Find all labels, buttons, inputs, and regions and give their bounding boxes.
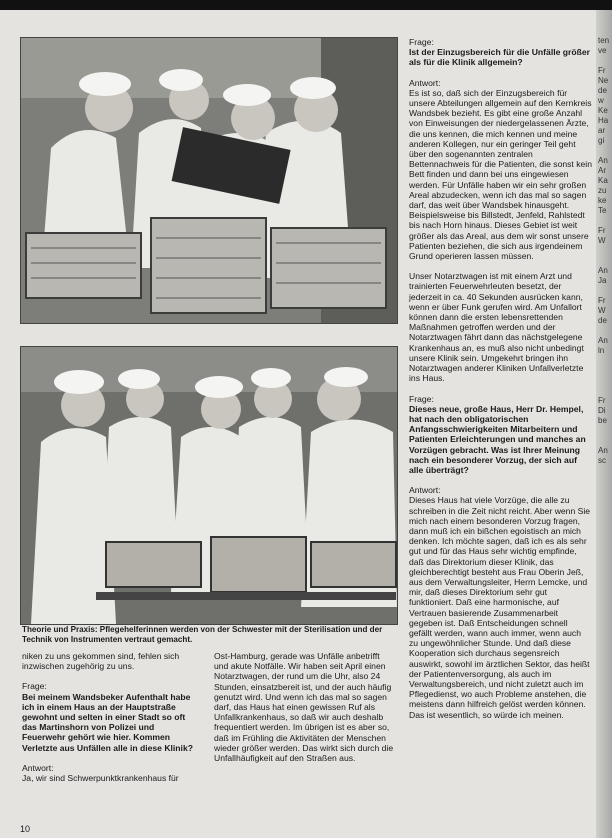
margin-fragment: Ka <box>598 176 608 185</box>
margin-fragment: An <box>598 336 608 345</box>
margin-fragment: Te <box>598 206 607 215</box>
answer-text: Es ist so, daß sich der Einzugsbereich für unsere Abteilungen allgemein auf den Kernkreis Wandsbek bezieht. Es gibt eine große Anzahl von Einweisungen der niedergelassenen Ärzte, die uns kennen, die mich kennen und meine anderen Kollegen, nur ein geringer Teil geht über den sogenannten zentralen Bettennachweis für die Patienten, die sonst kein Bett finden und dann bei uns eingewiesen werden. Für Unfälle haben wir ein sehr großen Areal abzudecken, wenn ich das mal so sagen darf, das weit über Wandsbek hinausgeht. Beispielsweise bis Billstedt, Jenfeld, Rahlstedt bis nach Horn hinaus. Dieses Gebiet ist weit größer als das Areal, aus dem wir sonst unsere Patienten beziehen, die sich aus irgendeinem Grund operieren lassen müssen. <box>409 87 592 262</box>
margin-fragment: An <box>598 156 608 165</box>
next-page-margin-fragments <box>598 36 612 466</box>
margin-fragment: An <box>598 266 608 275</box>
answer-label: Antwort: <box>409 485 441 496</box>
margin-fragment: Ja <box>598 276 607 285</box>
margin-fragment: gi <box>598 136 605 145</box>
margin-fragment: de <box>598 316 607 325</box>
margin-fragment: ln <box>598 346 605 355</box>
margin-fragment <box>598 216 612 226</box>
question-text: Bei meinem Wandsbeker Aufenthalt habe ich in einem Haus an der Hauptstraße gewohnt und selten in einer Stadt so oft das Martinshorn von Polizei und Feuerwehr gehört wie hier. Kommen Verletzte aus Unfällen alle in diese Klinik? <box>22 691 193 753</box>
margin-fragment <box>598 286 612 296</box>
photo-nurses-top-image <box>21 38 397 323</box>
margin-fragment: w <box>598 96 604 105</box>
column-middle <box>214 651 394 763</box>
margin-fragment <box>598 376 612 386</box>
margin-fragment: Ar <box>598 166 606 175</box>
question-label: Frage: <box>409 393 434 404</box>
margin-fragment <box>598 56 612 66</box>
photo-nurses-top <box>20 37 398 324</box>
question-label: Frage: <box>22 681 47 692</box>
margin-fragment: Ke <box>598 106 608 115</box>
margin-fragment <box>598 386 612 396</box>
margin-fragment <box>598 426 612 436</box>
margin-fragment: Fr <box>598 396 606 405</box>
photo-nurses-bottom <box>20 346 398 625</box>
margin-fragment <box>598 146 612 156</box>
margin-fragment: ve <box>598 46 607 55</box>
answer-continued-text: Ost-Hamburg, gerade was Unfälle anbetrifft und akute Notfälle. Wir haben seit April einen Notarztwagen, der rund um die Uhr, also 24 Stunden, einsatzbereit ist, und der auch häufig genutzt wird. Und wenn ich das mal so sagen darf, das Haus hat einen gewissen Ruf als Unfallkrankenhaus, so daß wir auch deshalb frequentiert werden. Im übrigen ist es aber so, daß im Frühling die Aktivitäten der Menschen wieder größer werden. Das wirkt sich durch die Unfallhäufigkeit auf den Straßen aus. <box>214 651 394 764</box>
margin-fragment: Fr <box>598 66 606 75</box>
answer-text: Ja, wir sind Schwerpunktkrankenhaus für <box>22 773 179 784</box>
margin-fragment: ar <box>598 126 606 135</box>
margin-fragment <box>598 436 612 446</box>
margin-fragment: Ha <box>598 116 609 125</box>
margin-fragment: W <box>598 306 606 315</box>
margin-fragment <box>598 256 612 266</box>
margin-fragment: An <box>598 446 608 455</box>
column-left <box>22 651 200 783</box>
column-right <box>409 37 592 720</box>
margin-fragment <box>598 366 612 376</box>
margin-fragment: Fr <box>598 226 606 235</box>
margin-fragment: be <box>598 416 607 425</box>
margin-fragment: Fr <box>598 296 606 305</box>
margin-fragment: ten <box>598 36 610 45</box>
question-text: Dieses neue, große Haus, Herr Dr. Hempel, hat nach den obligatorischen Anfangsschwierigkeiten Mitarbeitern und Patienten Erleichterungen und manches an Vorzügen gebracht. Was ist Ihrer Meinung nach ein besonderer Vorzug, der sich auf alle überträgt? <box>409 403 586 475</box>
intro-text: niken zu uns gekommen sind, fehlen sich inzwischen zugehörig zu uns. <box>22 651 180 672</box>
scan-top-edge <box>0 0 612 10</box>
answer-label: Antwort: <box>409 77 441 88</box>
margin-fragment: Ne <box>598 76 609 85</box>
margin-fragment <box>598 356 612 366</box>
margin-fragment: W <box>598 236 606 245</box>
answer-label: Antwort: <box>22 762 54 773</box>
page-number: 10 <box>20 824 31 834</box>
photo-nurses-bottom-image <box>21 347 397 624</box>
margin-fragment <box>598 246 612 256</box>
answer-text: Dieses Haus hat viele Vorzüge, die alle zu schreiben in die Zeit nicht reicht. Aber wenn Sie mich nach einem besonderen Vorzug fragen, dann muß ich ein bißchen egoistisch an mich denken. Ich möchte sagen, daß ich es als sehr gut und für das Haus sehr wichtig empfinde, daß das Direktorium dieser Klinik, das gleichberechtigt besteht aus Frau Oberin Jeß, aus dem Verwaltungsleiter, Herrn Lemcke, und mir, daß dieses Direktorium sehr gut funktioniert. Daß eine harmonische, auf Vertrauen basierende Zusammenarbeit gegeben ist. Daß Entscheidungen schnell gefällt werden, wann auch immer, wenn auch zu ungewöhnlicher Stunde. Und daß diese Kooperation sich durchaus segensreich auswirkt, sowohl im ärztlichen Sektor, das heißt der Patientenversorgung, als auch im Verwaltungsbereich, und nicht zuletzt auch im Pflegedienst, wo auch Probleme anstehen, die meistens dann hilfreich gelöst werden können. Das ist wesentlich, so würde ich meinen. <box>409 495 591 720</box>
margin-fragment <box>598 326 612 336</box>
margin-fragment: ke <box>598 196 607 205</box>
margin-fragment: Di <box>598 406 606 415</box>
margin-fragment: de <box>598 86 607 95</box>
question-label: Frage: <box>409 37 434 47</box>
margin-fragment: sc <box>598 456 606 465</box>
photo-caption: Theorie und Praxis: Pflegehelferinnen werden von der Schwester mit der Sterilisation und der Technik von Instrumenten vertraut gemacht. <box>22 625 383 644</box>
margin-fragment: zu <box>598 186 607 195</box>
answer-text: Unser Notarztwagen ist mit einem Arzt und trainierten Feuerwehrleuten besetzt, der jederzeit in ca. 40 Sekunden ausrücken kann, wenn er über Funk gerufen wird. Am Unfallort können dann die ersten lebensrettenden Maßnahmen getroffen werden und der Notarztwagen fährt dann das nächstgelegene Krankenhaus an, es muß also nicht unbedingt unsere Klinik sein. Umgekehrt bringen ihn Notarztwagen anderer Kliniken Unfallverletzte ins Haus. <box>409 271 584 384</box>
question-text: Ist der Einzugsbereich für die Unfälle größer als für die Klinik allgemein? <box>409 47 590 68</box>
